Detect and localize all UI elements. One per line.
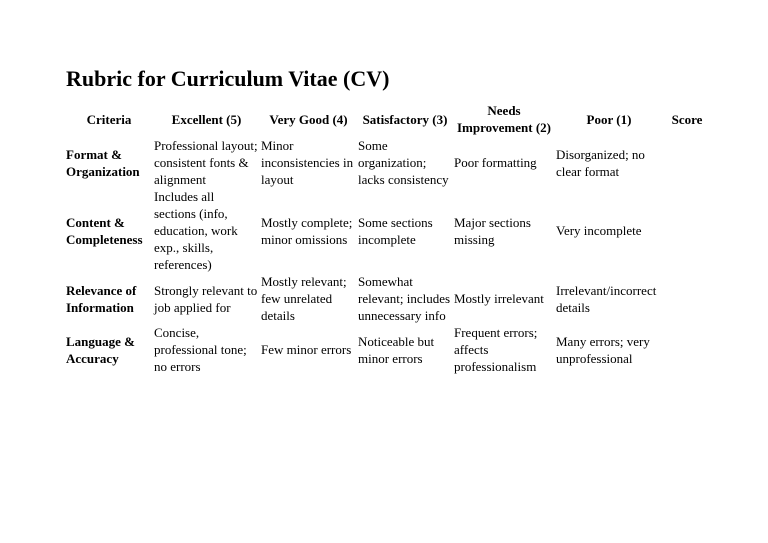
table-row xyxy=(65,273,711,324)
header-row xyxy=(65,101,711,137)
row-criteria: Content & Completeness xyxy=(66,214,143,247)
cell-needs-improvement: Mostly irrelevant xyxy=(454,291,544,306)
table-row xyxy=(65,188,711,273)
cell-needs-improvement: Frequent errors; affects professionalism xyxy=(454,325,538,374)
table-row xyxy=(65,324,711,375)
cell-score xyxy=(663,273,711,324)
cell-satisfactory: Somewhat relevant; includes unnecessary info xyxy=(358,274,451,323)
row-criteria: Language & Accuracy xyxy=(66,333,135,366)
document-title: Rubric for Curriculum Vitae (CV) xyxy=(66,66,390,91)
cell-needs-improvement: Major sections missing xyxy=(454,214,531,247)
header-poor: Poor (1) xyxy=(586,111,632,127)
cell-poor: Disorganized; no clear format xyxy=(556,146,645,179)
header-very-good: Very Good (4) xyxy=(269,111,348,127)
cell-satisfactory: Some sections incomplete xyxy=(358,214,433,247)
cell-excellent: Professional layout; consistent fonts & alignment xyxy=(154,138,258,187)
cell-very-good: Mostly complete; minor omissions xyxy=(261,214,353,247)
cell-needs-improvement: Poor formatting xyxy=(454,155,537,170)
cell-very-good: Mostly relevant; few unrelated details xyxy=(261,274,347,323)
row-criteria: Relevance of Information xyxy=(66,282,137,315)
cell-very-good: Minor inconsistencies in layout xyxy=(261,138,354,187)
cell-poor: Very incomplete xyxy=(556,223,642,238)
rubric-table xyxy=(65,101,711,375)
cell-score xyxy=(663,324,711,375)
header-needs-improvement: Needs Improvement (2) xyxy=(457,103,551,135)
cell-excellent: Concise, professional tone; no errors xyxy=(154,325,247,374)
header-criteria: Criteria xyxy=(86,111,132,127)
table-row xyxy=(65,137,711,188)
header-score: Score xyxy=(671,111,703,127)
table-body xyxy=(65,137,711,375)
table-header xyxy=(65,101,711,137)
header-satisfactory: Satisfactory (3) xyxy=(362,111,448,127)
cell-excellent: Strongly relevant to job applied for xyxy=(154,282,258,315)
cell-very-good: Few minor errors xyxy=(261,342,352,357)
header-excellent: Excellent (5) xyxy=(171,111,242,127)
cell-poor: Many errors; very unprofessional xyxy=(556,333,650,366)
cell-poor: Irrelevant/incorrect details xyxy=(556,282,657,315)
cell-satisfactory: Some organization; lacks consistency xyxy=(358,138,449,187)
row-criteria: Format & Organization xyxy=(66,146,140,179)
cell-score xyxy=(663,188,711,273)
cell-satisfactory: Noticeable but minor errors xyxy=(358,333,435,366)
cell-excellent: Includes all sections (info, education, work exp., skills, references) xyxy=(154,189,238,272)
cell-score xyxy=(663,137,711,188)
